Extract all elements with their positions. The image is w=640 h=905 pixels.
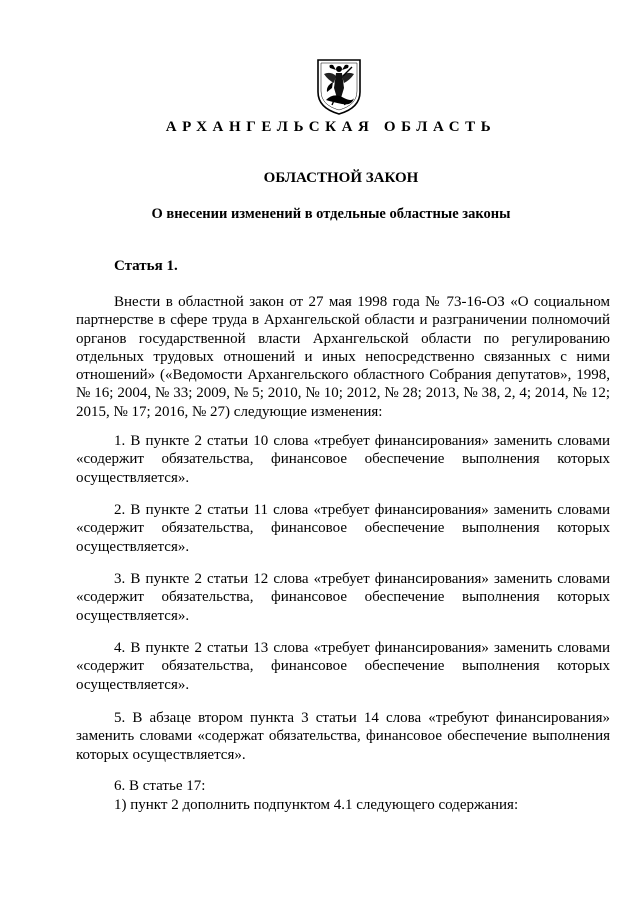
list-item: 1. В пункте 2 статьи 10 слова «требует финансирования» заменить словами «содержит обязательства, финансовое обеспечение выполнения которых осуществляется». — [76, 433, 610, 486]
list-item: 2. В пункте 2 статьи 11 слова «требует финансирования» заменить словами «содержит обязательства, финансовое обеспечение выполнения которых осуществляется». — [76, 502, 610, 555]
article-intro-paragraph: Внести в областной закон от 27 мая 1998 года № 73-16-ОЗ «О социальном партнерстве в сфере труда в Архангельской области и разграничении полномочий органов государственной власти Архангельской области по регулированию отдельных трудовых отношений и иных непосредственно связанных с ними отношений» («Ведомости Архангельского областного Собрания депутатов», 1998, № 16; 2004, № 33; 2009, № 5; 2010, № 10; 2012, № 28; 2013, № 38, 2, 4; 2014, № 12; 2015, № 17; 2016, № 27) следующие изменения: — [76, 294, 610, 420]
region-name: АРХАНГЕЛЬСКАЯ ОБЛАСТЬ — [165, 119, 497, 135]
article-heading: Статья 1. — [114, 258, 178, 274]
sub-item: 1) пункт 2 дополнить подпунктом 4.1 следующего содержания: — [114, 797, 519, 813]
document-type: ОБЛАСТНОЙ ЗАКОН — [263, 170, 419, 186]
list-item: 6. В статье 17: — [114, 778, 206, 794]
document-title: О внесении изменений в отдельные областные законы — [151, 206, 511, 222]
list-item: 4. В пункте 2 статьи 13 слова «требует финансирования» заменить словами «содержит обязательства, финансовое обеспечение выполнения которых осуществляется». — [76, 640, 610, 693]
list-item: 3. В пункте 2 статьи 12 слова «требует финансирования» заменить словами «содержит обязательства, финансовое обеспечение выполнения которых осуществляется». — [76, 571, 610, 624]
arkhangelsk-coat-of-arms-icon — [314, 58, 364, 116]
list-item: 5. В абзаце втором пункта 3 статьи 14 слова «требуют финансирования» заменить словами «содержат обязательства, финансовое обеспечение выполнения которых осуществляется». — [76, 710, 610, 763]
